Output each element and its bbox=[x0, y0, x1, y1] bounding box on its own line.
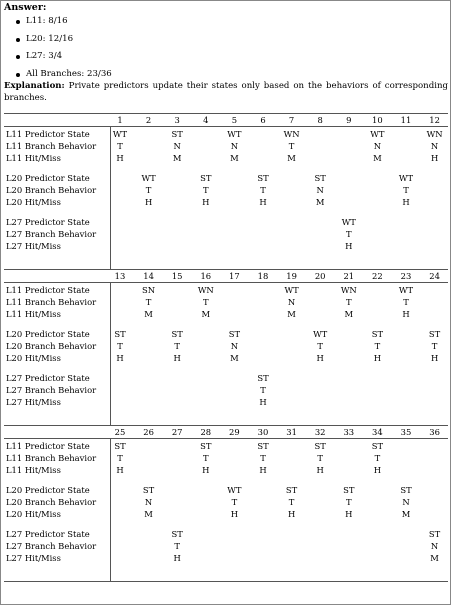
table-cell: T bbox=[374, 341, 381, 351]
column-header: 5 bbox=[231, 115, 238, 125]
table-cell: WT bbox=[341, 217, 356, 227]
answer-item: All Branches: 23/36 bbox=[14, 66, 112, 84]
column-header: 26 bbox=[143, 427, 154, 437]
table-cell: H bbox=[287, 509, 296, 519]
row-label: L27 Branch Behavior bbox=[6, 229, 97, 239]
column-header: 29 bbox=[229, 427, 240, 437]
table-cell: ST bbox=[228, 329, 241, 339]
table-cell: H bbox=[173, 353, 181, 363]
table-cell: T bbox=[260, 185, 266, 195]
table-cell: WT bbox=[370, 129, 385, 139]
table-cell: N bbox=[373, 141, 382, 151]
table-cell: H bbox=[144, 197, 153, 207]
table-cell: T bbox=[145, 185, 152, 195]
column-header: 4 bbox=[203, 115, 209, 125]
column-header: 9 bbox=[346, 115, 352, 125]
column-header: 17 bbox=[229, 271, 240, 281]
table-cell: M bbox=[144, 309, 153, 319]
table-cell: T bbox=[260, 385, 266, 395]
table-cell: ST bbox=[257, 441, 269, 451]
table-cell: H bbox=[316, 465, 324, 475]
table-cell: H bbox=[345, 241, 353, 251]
table-cell: ST bbox=[200, 441, 212, 451]
row-label: L20 Predictor State bbox=[6, 329, 90, 339]
table-cell: ST bbox=[371, 329, 384, 339]
row-label: L27 Branch Behavior bbox=[6, 385, 97, 395]
table-cell: WT bbox=[313, 329, 328, 339]
table-cell: WT bbox=[141, 173, 156, 183]
table-cell: T bbox=[145, 297, 152, 307]
prediction-table-block bbox=[4, 269, 448, 423]
table-header-rule bbox=[4, 438, 448, 439]
column-header: 6 bbox=[260, 115, 266, 125]
table-cell: T bbox=[317, 453, 323, 463]
table-cell: N bbox=[402, 497, 410, 507]
row-label: L20 Branch Behavior bbox=[6, 185, 97, 195]
table-cell: H bbox=[345, 509, 353, 519]
column-header: 24 bbox=[429, 271, 440, 281]
column-header: 18 bbox=[257, 271, 269, 281]
table-cell: M bbox=[287, 153, 296, 163]
table-cell: N bbox=[316, 185, 324, 195]
row-label: L20 Predictor State bbox=[6, 485, 90, 495]
answer-list bbox=[14, 13, 112, 83]
table-cell: H bbox=[116, 353, 124, 363]
table-cell: H bbox=[259, 465, 267, 475]
table-cell: ST bbox=[200, 173, 212, 183]
column-header: 30 bbox=[257, 427, 269, 437]
column-header: 27 bbox=[171, 427, 183, 437]
column-header: 16 bbox=[200, 271, 212, 281]
table-cell: M bbox=[230, 153, 239, 163]
table-cell: T bbox=[403, 185, 409, 195]
table-cell: T bbox=[431, 341, 438, 351]
table-cell: T bbox=[403, 297, 409, 307]
explanation bbox=[4, 81, 448, 104]
table-cell: WT bbox=[284, 285, 299, 295]
table-cell: WN bbox=[197, 285, 214, 295]
table-cell: M bbox=[287, 309, 296, 319]
table-cell: H bbox=[202, 197, 210, 207]
column-header: 11 bbox=[400, 115, 412, 125]
table-cell: T bbox=[117, 141, 123, 151]
table-header-rule bbox=[4, 282, 448, 283]
table-cell: T bbox=[288, 497, 295, 507]
table-cell: H bbox=[259, 397, 267, 407]
row-label: L20 Hit/Miss bbox=[6, 509, 61, 519]
table-cell: ST bbox=[400, 485, 412, 495]
table-cell: H bbox=[116, 153, 124, 163]
row-label: L11 Hit/Miss bbox=[6, 309, 61, 319]
column-header: 33 bbox=[343, 427, 355, 437]
explanation-text: Private predictors update their states only based on the behaviors of corresponding branches. bbox=[4, 81, 449, 103]
table-cell: ST bbox=[314, 173, 326, 183]
table-cell: T bbox=[231, 497, 238, 507]
row-label: L27 Hit/Miss bbox=[6, 241, 61, 251]
row-label: L20 Hit/Miss bbox=[6, 197, 61, 207]
column-header: 34 bbox=[372, 427, 383, 437]
table-cell: H bbox=[430, 353, 439, 363]
table-cell: H bbox=[316, 353, 324, 363]
table-cell: WT bbox=[398, 173, 414, 183]
answer-item: L27: 3/4 bbox=[14, 48, 112, 66]
row-label: L27 Predictor State bbox=[6, 373, 90, 383]
column-header: 2 bbox=[145, 115, 152, 125]
table-cell: WN bbox=[340, 285, 357, 295]
table-cell: N bbox=[230, 141, 239, 151]
table-cell: T bbox=[174, 541, 180, 551]
column-header: 14 bbox=[143, 271, 154, 281]
column-header: 8 bbox=[317, 115, 323, 125]
column-header: 1 bbox=[117, 115, 123, 125]
row-label: L11 Predictor State bbox=[6, 441, 90, 451]
column-header: 28 bbox=[200, 427, 212, 437]
row-label: L27 Hit/Miss bbox=[6, 397, 61, 407]
table-cell: H bbox=[259, 197, 267, 207]
table-cell: M bbox=[401, 509, 411, 519]
table-cell: ST bbox=[343, 485, 355, 495]
table-cell: T bbox=[203, 297, 209, 307]
row-label: L20 Branch Behavior bbox=[6, 341, 97, 351]
table-cell: ST bbox=[171, 329, 183, 339]
row-label: L27 Predictor State bbox=[6, 529, 90, 539]
table-bottom-rule bbox=[4, 581, 448, 582]
table-cell: ST bbox=[428, 529, 441, 539]
answer-item: L11: 8/16 bbox=[14, 13, 112, 31]
table-cell: H bbox=[116, 465, 124, 475]
column-header: 31 bbox=[286, 427, 297, 437]
column-header: 13 bbox=[114, 271, 126, 281]
answer-title: Answer: bbox=[4, 2, 47, 13]
row-label: L20 Predictor State bbox=[6, 173, 90, 183]
table-cell: T bbox=[117, 453, 123, 463]
table-header-rule bbox=[4, 126, 448, 127]
table-cell: WT bbox=[227, 129, 242, 139]
row-label: L11 Predictor State bbox=[6, 285, 90, 295]
table-cell: T bbox=[317, 341, 323, 351]
table-cell: H bbox=[373, 353, 382, 363]
answer-item: L20: 12/16 bbox=[14, 31, 112, 49]
table-cell: ST bbox=[171, 129, 183, 139]
table-cell: ST bbox=[257, 373, 269, 383]
column-header: 10 bbox=[372, 115, 383, 125]
table-cell: H bbox=[402, 309, 410, 319]
table-cell: H bbox=[430, 153, 439, 163]
column-header: 21 bbox=[343, 271, 355, 281]
row-label: L27 Predictor State bbox=[6, 217, 90, 227]
table-cell: T bbox=[374, 453, 381, 463]
table-cell: N bbox=[173, 141, 181, 151]
table-cell: T bbox=[346, 497, 352, 507]
table-cell: WT bbox=[398, 285, 414, 295]
table-cell: T bbox=[288, 141, 295, 151]
table-cell: H bbox=[173, 553, 181, 563]
row-label: L11 Predictor State bbox=[6, 129, 90, 139]
table-cell: H bbox=[230, 509, 239, 519]
table-cell: M bbox=[144, 509, 153, 519]
row-label: L11 Hit/Miss bbox=[6, 465, 61, 475]
table-cell: WN bbox=[426, 129, 443, 139]
table-cell: ST bbox=[142, 485, 155, 495]
table-cell: M bbox=[230, 353, 239, 363]
row-label: L27 Branch Behavior bbox=[6, 541, 97, 551]
table-cell: H bbox=[373, 465, 382, 475]
row-label: L11 Branch Behavior bbox=[6, 453, 97, 463]
row-label: L11 Branch Behavior bbox=[6, 297, 97, 307]
table-cell: ST bbox=[314, 441, 326, 451]
table-cell: ST bbox=[428, 329, 441, 339]
table-cell: N bbox=[144, 497, 153, 507]
table-cell: ST bbox=[171, 529, 183, 539]
table-cell: SN bbox=[142, 285, 156, 295]
column-header: 35 bbox=[400, 427, 412, 437]
table-cell: ST bbox=[114, 329, 126, 339]
column-header: 19 bbox=[286, 271, 297, 281]
table-cell: H bbox=[202, 465, 210, 475]
table-cell: H bbox=[402, 197, 410, 207]
table-cell: N bbox=[287, 297, 296, 307]
table-cell: ST bbox=[285, 485, 298, 495]
table-cell: T bbox=[203, 453, 209, 463]
table-cell: T bbox=[174, 341, 180, 351]
table-cell: M bbox=[430, 553, 439, 563]
row-label: L11 Branch Behavior bbox=[6, 141, 97, 151]
column-header: 20 bbox=[314, 271, 326, 281]
table-cell: T bbox=[346, 297, 352, 307]
table-cell: M bbox=[373, 153, 382, 163]
prediction-table-block bbox=[4, 113, 448, 267]
column-header: 25 bbox=[114, 427, 126, 437]
column-header: 22 bbox=[372, 271, 383, 281]
column-header: 23 bbox=[400, 271, 412, 281]
table-cell: ST bbox=[257, 173, 269, 183]
column-header: 32 bbox=[314, 427, 326, 437]
row-label: L11 Hit/Miss bbox=[6, 153, 61, 163]
column-header: 15 bbox=[171, 271, 183, 281]
table-cell: M bbox=[172, 153, 182, 163]
table-cell: M bbox=[344, 309, 354, 319]
column-header: 7 bbox=[288, 115, 295, 125]
table-cell: T bbox=[203, 185, 209, 195]
table-cell: N bbox=[430, 141, 439, 151]
table-cell: T bbox=[117, 341, 123, 351]
table-cell: WN bbox=[283, 129, 300, 139]
column-header: 12 bbox=[429, 115, 440, 125]
explanation-label: Explanation: bbox=[4, 81, 65, 91]
row-label: L20 Hit/Miss bbox=[6, 353, 61, 363]
table-cell: T bbox=[260, 453, 266, 463]
table-cell: T bbox=[346, 229, 352, 239]
column-header: 36 bbox=[429, 427, 440, 437]
row-label: L20 Branch Behavior bbox=[6, 497, 97, 507]
table-cell: ST bbox=[114, 441, 126, 451]
table-cell: ST bbox=[371, 441, 384, 451]
table-cell: M bbox=[315, 197, 325, 207]
row-label: L27 Hit/Miss bbox=[6, 553, 61, 563]
table-cell: N bbox=[430, 541, 439, 551]
table-cell: M bbox=[201, 309, 211, 319]
prediction-table-block bbox=[4, 425, 448, 579]
column-header: 3 bbox=[174, 115, 180, 125]
table-cell: WT bbox=[227, 485, 242, 495]
table-cell: N bbox=[230, 341, 239, 351]
table-cell: WT bbox=[112, 129, 128, 139]
